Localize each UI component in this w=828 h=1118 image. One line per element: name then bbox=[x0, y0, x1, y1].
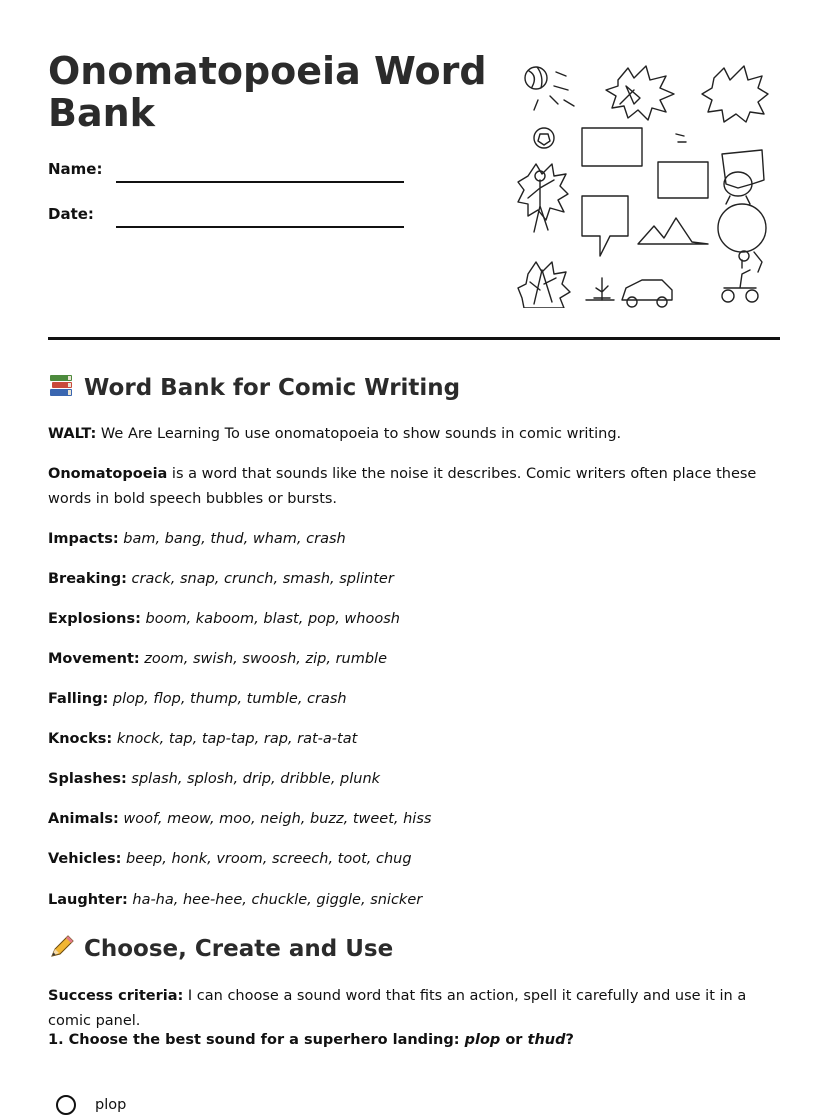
date-field-line[interactable] bbox=[116, 226, 404, 228]
category-row-vehicles bbox=[48, 849, 412, 869]
burst-character-icon bbox=[518, 164, 568, 232]
category-words: splash, splosh, drip, dribble, plunk bbox=[131, 771, 381, 787]
question-option-b: thud bbox=[527, 1032, 566, 1048]
speed-lines bbox=[676, 134, 686, 142]
category-label: Movement: bbox=[48, 651, 140, 667]
answer-option-label: plop bbox=[95, 1097, 127, 1113]
bubble-tail bbox=[754, 252, 762, 272]
comic-doodles-illustration bbox=[516, 56, 772, 308]
burst-hammer-icon bbox=[606, 66, 674, 120]
question-suffix: ? bbox=[565, 1032, 574, 1048]
section-heading-text: Choose, Create and Use bbox=[84, 936, 394, 962]
question-1 bbox=[48, 1030, 574, 1050]
category-words: beep, honk, vroom, screech, toot, chug bbox=[126, 851, 412, 867]
category-label: Vehicles: bbox=[48, 851, 122, 867]
name-field-line[interactable] bbox=[116, 181, 404, 183]
success-criteria bbox=[48, 984, 788, 1034]
plant-icon bbox=[586, 278, 614, 300]
category-label: Impacts: bbox=[48, 531, 119, 547]
walt-label: WALT: bbox=[48, 426, 97, 442]
pencil-icon bbox=[48, 934, 76, 960]
category-row-knocks bbox=[48, 729, 357, 749]
car-icon bbox=[622, 280, 672, 307]
question-connector: or bbox=[500, 1032, 528, 1048]
definition-text: is a word that sounds like the noise it describes. Comic writers often place these words in bold speech bubbles or bursts. bbox=[48, 466, 757, 507]
category-words: knock, tap, tap-tap, rap, rat-a-tat bbox=[116, 731, 358, 747]
category-row-falling bbox=[48, 689, 347, 709]
section-divider bbox=[48, 337, 780, 340]
category-row-splashes bbox=[48, 769, 380, 789]
category-row-breaking bbox=[48, 569, 394, 589]
question-prefix: 1. Choose the best sound for a superhero landing: bbox=[48, 1032, 465, 1048]
page-title: Onomatopoeia Word Bank bbox=[48, 49, 487, 135]
walt-text: We Are Learning To use onomatopoeia to show sounds in comic writing. bbox=[96, 426, 622, 442]
mountains-icon bbox=[638, 218, 708, 244]
category-words: crack, snap, crunch, smash, splinter bbox=[131, 571, 394, 587]
speech-bubble bbox=[718, 204, 766, 252]
definition-term: Onomatopoeia bbox=[48, 466, 168, 482]
question-option-a: plop bbox=[464, 1032, 501, 1048]
category-row-animals bbox=[48, 809, 431, 829]
speech-box bbox=[658, 162, 708, 198]
section-heading-choose-create bbox=[48, 934, 393, 964]
section-heading-word-bank bbox=[48, 373, 460, 403]
burst-shape bbox=[702, 66, 768, 122]
success-criteria-label: Success criteria: bbox=[48, 988, 184, 1004]
radio-button[interactable] bbox=[56, 1095, 76, 1115]
category-label: Knocks: bbox=[48, 731, 113, 747]
section-heading-text: Word Bank for Comic Writing bbox=[84, 375, 461, 401]
definition-paragraph bbox=[48, 462, 788, 512]
category-label: Falling: bbox=[48, 691, 109, 707]
category-label: Splashes: bbox=[48, 771, 127, 787]
speech-box bbox=[582, 128, 642, 166]
walt-statement bbox=[48, 422, 788, 447]
date-label: Date: bbox=[48, 205, 94, 223]
books-icon bbox=[48, 373, 76, 399]
category-words: boom, kaboom, blast, pop, whoosh bbox=[145, 611, 400, 627]
category-words: zoom, swish, swoosh, zip, rumble bbox=[144, 651, 388, 667]
category-words: plop, flop, thump, tumble, crash bbox=[112, 691, 347, 707]
category-row-explosions bbox=[48, 609, 400, 629]
ball-icon bbox=[525, 67, 574, 110]
category-words: bam, bang, thud, wham, crash bbox=[123, 531, 346, 547]
category-label: Laughter: bbox=[48, 892, 128, 908]
category-label: Explosions: bbox=[48, 611, 141, 627]
category-words: woof, meow, moo, neigh, buzz, tweet, hiss bbox=[123, 811, 432, 827]
category-label: Breaking: bbox=[48, 571, 127, 587]
category-words: ha-ha, hee-hee, chuckle, giggle, snicker bbox=[132, 892, 423, 908]
name-label: Name: bbox=[48, 160, 103, 178]
chick-bubble-icon bbox=[722, 150, 764, 204]
answer-option-plop[interactable] bbox=[56, 1093, 126, 1117]
scooter-rider-icon bbox=[722, 251, 758, 302]
category-row-movement bbox=[48, 649, 387, 669]
success-criteria-text: I can choose a sound word that fits an action, spell it carefully and use it in a comic panel. bbox=[48, 988, 747, 1029]
category-row-laughter bbox=[48, 890, 422, 910]
burst-bush-icon bbox=[518, 262, 570, 308]
soccer-ball-icon bbox=[534, 128, 554, 148]
category-label: Animals: bbox=[48, 811, 119, 827]
speech-bubble bbox=[582, 196, 628, 256]
category-row-impacts bbox=[48, 529, 346, 549]
